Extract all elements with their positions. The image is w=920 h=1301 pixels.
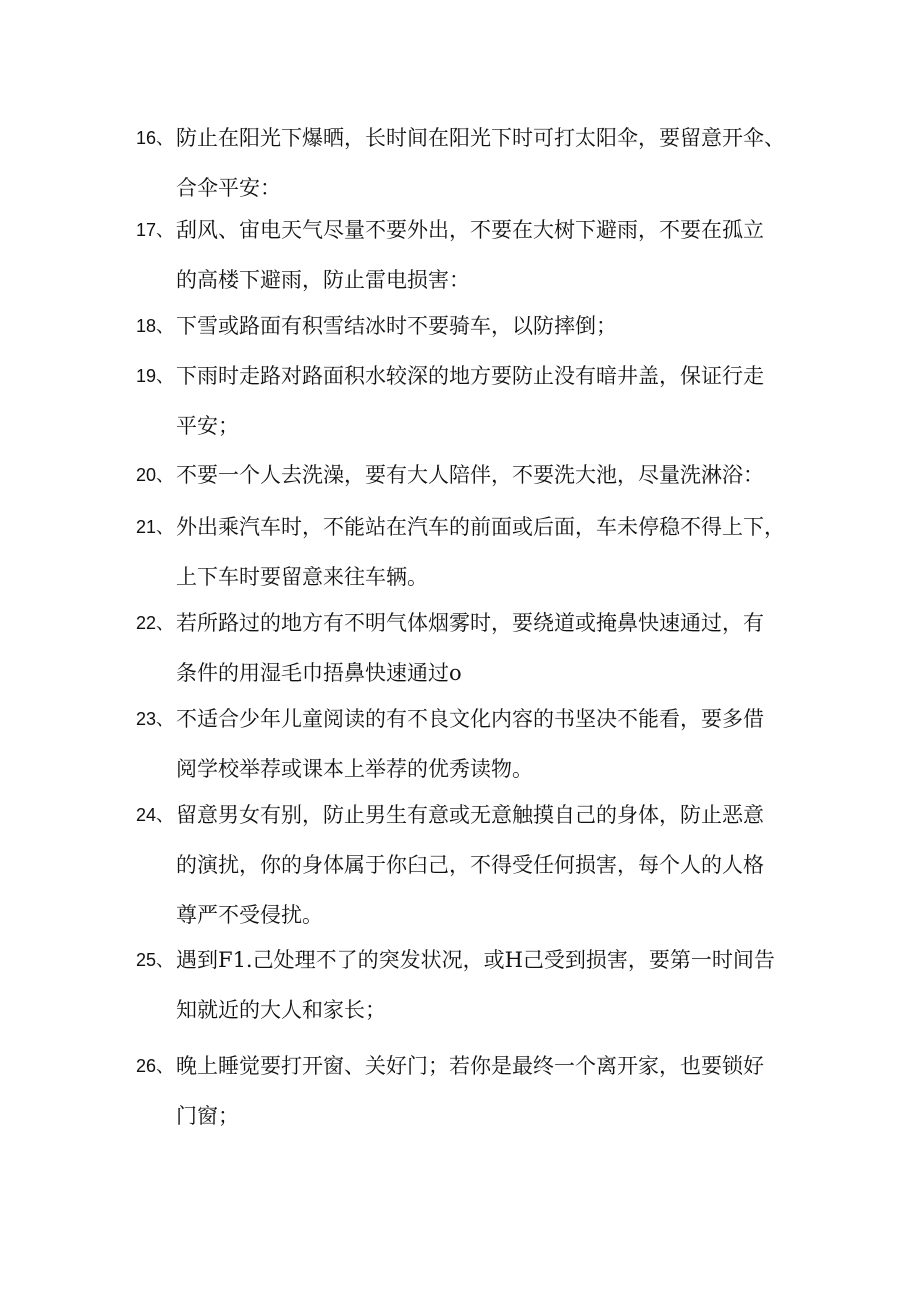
item-text: 下雪或路面有积雪结冰时不要骑车，以防摔倒； (176, 314, 617, 338)
list-item-23 (136, 694, 796, 794)
item-text: 留意男女有别，防止男生有意或无意触摸自己的身体，防止恶意 的演扰，你的身体属于你臼己，不得受任何损害，每个人的人格 尊严不受侵扰。 (176, 803, 764, 927)
item-number: 24、 (136, 805, 175, 825)
item-text: 刮风、宙电天气尽量不要外出，不要在大树下避雨，不要在孤立 的高楼下避雨，防止雷电损害： (176, 218, 764, 292)
item-text: 外出乘汽车时，不能站在汽车的前面或后面，车未停稳不得上下， 上下车时要留意来往车辆。 (176, 515, 785, 589)
list-item-21 (136, 502, 796, 602)
item-number: 17、 (136, 220, 175, 240)
list-item-18 (136, 301, 796, 351)
item-number: 23、 (136, 709, 175, 729)
item-text: 遇到F1.己处理不了的突发状况，或H己受到损害，要第一时间告 知就近的大人和家长； (176, 948, 775, 1022)
list-item-25 (136, 935, 796, 1035)
item-number: 18、 (136, 316, 175, 336)
item-number: 22、 (136, 613, 175, 633)
item-text: 若所路过的地方有不明气体烟雾时，要绕道或掩鼻快速通过，有 条件的用湿毛巾捂鼻快速通过o (176, 611, 764, 685)
list-item-17 (136, 205, 796, 305)
list-item-22 (136, 598, 796, 698)
item-number: 25、 (136, 950, 175, 970)
list-item-26 (136, 1041, 796, 1141)
list-item-20 (136, 450, 796, 500)
item-number: 19、 (136, 366, 175, 386)
item-text: 防止在阳光下爆晒，长时间在阳光下时可打太阳伞，要留意开伞、 合伞平安： (176, 126, 785, 200)
list-item-16 (136, 113, 796, 213)
item-number: 20、 (136, 465, 175, 485)
item-number: 16、 (136, 128, 175, 148)
list-item-19 (136, 351, 796, 451)
item-text: 不适合少年儿童阅读的有不良文化内容的书坚决不能看，要多借 阅学校举荐或课本上举荐的优秀读物。 (176, 707, 764, 781)
list-item-24 (136, 790, 796, 940)
item-text: 下雨时走路对路面积水较深的地方要防止没有暗井盖，保证行走 平安； (176, 364, 764, 438)
item-text: 晚上睡觉要打开窗、关好门；若你是最终一个离开家，也要锁好 门窗； (176, 1054, 764, 1128)
item-text: 不要一个人去洗澡，要有大人陪伴，不要洗大池，尽量洗淋浴： (176, 463, 764, 487)
item-number: 26、 (136, 1056, 175, 1076)
item-number: 21、 (136, 517, 175, 537)
